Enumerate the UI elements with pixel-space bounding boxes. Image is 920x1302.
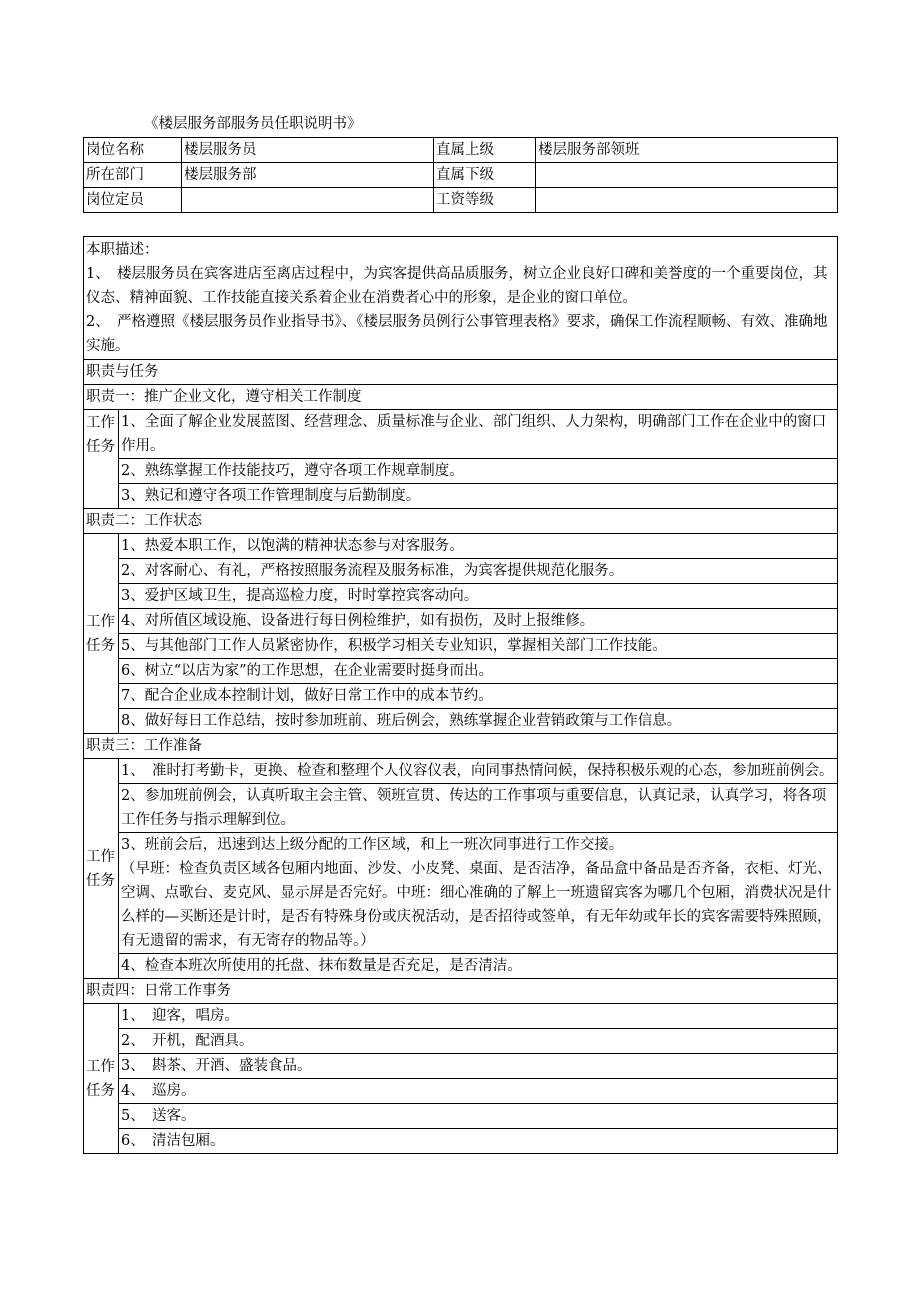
duty-2-item-1: 1、热爱本职工作，以饱满的精神状态参与对客服务。 [119, 534, 838, 559]
duty-4-item-1: 1、 迎客，唱房。 [119, 1004, 838, 1029]
duty-4-item-4: 4、 巡房。 [119, 1079, 838, 1104]
duty-item-row [84, 1054, 838, 1079]
duty-item-row [84, 1029, 838, 1054]
duty-item-row [84, 534, 838, 559]
position-info-table [83, 137, 838, 213]
label-direct-subordinate: 直属下级 [434, 163, 536, 188]
duty-title-row [84, 385, 838, 410]
duty-2-item-2: 2、对客耐心、有礼，严格按照服务流程及服务标准，为宾客提供规范化服务。 [119, 559, 838, 584]
duty-item-row [84, 684, 838, 709]
info-row [84, 163, 838, 188]
label-position-name: 岗位名称 [84, 138, 182, 163]
value-direct-subordinate [536, 163, 838, 188]
duty-1-item-3: 3、熟记和遵守各项工作管理制度与后勤制度。 [119, 484, 838, 509]
duty-item-row [84, 634, 838, 659]
duties-heading: 职责与任务 [84, 360, 838, 385]
duty-3-item-4: 4、检查本班次所使用的托盘、抹布数量是否充足，是否清洁。 [119, 954, 838, 979]
duty-item-row [84, 709, 838, 734]
task-label: 工作任务 [84, 534, 119, 734]
duty-2-item-8: 8、做好每日工作总结，按时参加班前、班后例会，熟练掌握企业营销政策与工作信息。 [119, 709, 838, 734]
duty-item-row [84, 609, 838, 634]
duty-2-item-4: 4、对所值区域设施、设备进行每日例检维护，如有损伤，及时上报维修。 [119, 609, 838, 634]
task-label: 工作任务 [84, 759, 119, 979]
job-description-paragraph-1: 1、 楼层服务员在宾客进店至离店过程中，为宾客提供高品质服务，树立企业良好口碑和美誉度的一个重要岗位，其仪态、精神面貌、工作技能直接关系着企业在消费者心中的形象，是企业的窗口单位。 [86, 266, 828, 306]
label-salary-grade: 工资等级 [434, 188, 536, 213]
label-direct-superior: 直属上级 [434, 138, 536, 163]
duty-item-row [84, 1129, 838, 1154]
duty-4-item-5: 5、 送客。 [119, 1104, 838, 1129]
label-department: 所在部门 [84, 163, 182, 188]
duties-heading-row [84, 360, 838, 385]
duty-item-row [84, 584, 838, 609]
duty-item-row [84, 484, 838, 509]
duty-3-item-3-detail: （早班：检查负责区域各包厢内地面、沙发、小皮凳、桌面、是否洁净，备品盒中备品是否齐备，衣柜、灯光、空调、点歌台、麦克风、显示屏是否完好。中班：细心准确的了解上一班遗留宾客为哪几个包厢，消费状况是什么样的—买断还是计时，是否有特殊身份或庆祝活动，是否招待或签单，有无年幼或年长的宾客需要特殊照顾，有无遗留的需求，有无寄存的物品等。） [121, 861, 832, 949]
job-description-heading: 本职描述： [86, 242, 159, 258]
info-row [84, 138, 838, 163]
document-title: 《楼层服务部服务员任职说明书》 [144, 116, 362, 132]
label-headcount: 岗位定员 [84, 188, 182, 213]
duties-table [83, 236, 838, 1154]
duty-1-title: 职责一：推广企业文化，遵守相关工作制度 [84, 385, 838, 410]
value-direct-superior: 楼层服务部领班 [536, 138, 838, 163]
duty-1-item-1: 1、全面了解企业发展蓝图、经营理念、质量标准与企业、部门组织、人力架构，明确部门工作在企业中的窗口作用。 [119, 410, 838, 459]
duty-item-row [84, 559, 838, 584]
info-row [84, 188, 838, 213]
duty-item-row [84, 784, 838, 833]
duty-item-row [84, 833, 838, 954]
value-department: 楼层服务部 [182, 163, 434, 188]
duty-3-title: 职责三：工作准备 [84, 734, 838, 759]
value-salary-grade [536, 188, 838, 213]
job-description-cell [84, 237, 838, 360]
duty-item-row [84, 954, 838, 979]
duty-item-row [84, 459, 838, 484]
duty-3-item-3: 3、班前会后，迅速到达上级分配的工作区域，和上一班次同事进行工作交接。 [121, 837, 624, 853]
job-description-paragraph-2: 2、 严格遵照《楼层服务员作业指导书》、《楼层服务员例行公事管理表格》要求，确保工作流程顺畅、有效、准确地实施。 [86, 314, 828, 354]
duty-item-row [84, 410, 838, 459]
value-headcount [182, 188, 434, 213]
duty-2-item-6: 6、树立“以店为家”的工作思想，在企业需要时挺身而出。 [119, 659, 838, 684]
duty-3-item-2: 2、参加班前例会，认真听取主会主管、领班宣贯、传达的工作事项与重要信息，认真记录，认真学习，将各项工作任务与指示理解到位。 [119, 784, 838, 833]
duty-2-item-7: 7、配合企业成本控制计划，做好日常工作中的成本节约。 [119, 684, 838, 709]
duty-3-item-3-cell [119, 833, 838, 954]
duty-4-item-2: 2、 开机，配酒具。 [119, 1029, 838, 1054]
duty-4-item-6: 6、 清洁包厢。 [119, 1129, 838, 1154]
duty-item-row [84, 759, 838, 784]
duty-2-item-3: 3、爱护区域卫生，提高巡检力度，时时掌控宾客动向。 [119, 584, 838, 609]
duty-3-item-1: 1、 准时打考勤卡，更换、检查和整理个人仪容仪表，向同事热情问候，保持积极乐观的心态，参加班前例会。 [119, 759, 838, 784]
duty-4-title: 职责四：日常工作事务 [84, 979, 838, 1004]
duty-title-row [84, 734, 838, 759]
task-label: 工作任务 [84, 410, 119, 509]
task-label: 工作任务 [84, 1004, 119, 1154]
duty-2-item-5: 5、与其他部门工作人员紧密协作，积极学习相关专业知识，掌握相关部门工作技能。 [119, 634, 838, 659]
duty-title-row [84, 979, 838, 1004]
duty-title-row [84, 509, 838, 534]
duty-item-row [84, 1004, 838, 1029]
duty-item-row [84, 1104, 838, 1129]
duty-4-item-3: 3、 斟茶、开酒、盛装食品。 [119, 1054, 838, 1079]
duty-2-title: 职责二：工作状态 [84, 509, 838, 534]
duty-item-row [84, 659, 838, 684]
value-position-name: 楼层服务员 [182, 138, 434, 163]
duty-item-row [84, 1079, 838, 1104]
duty-1-item-2: 2、熟练掌握工作技能技巧，遵守各项工作规章制度。 [119, 459, 838, 484]
job-description-row [84, 237, 838, 360]
